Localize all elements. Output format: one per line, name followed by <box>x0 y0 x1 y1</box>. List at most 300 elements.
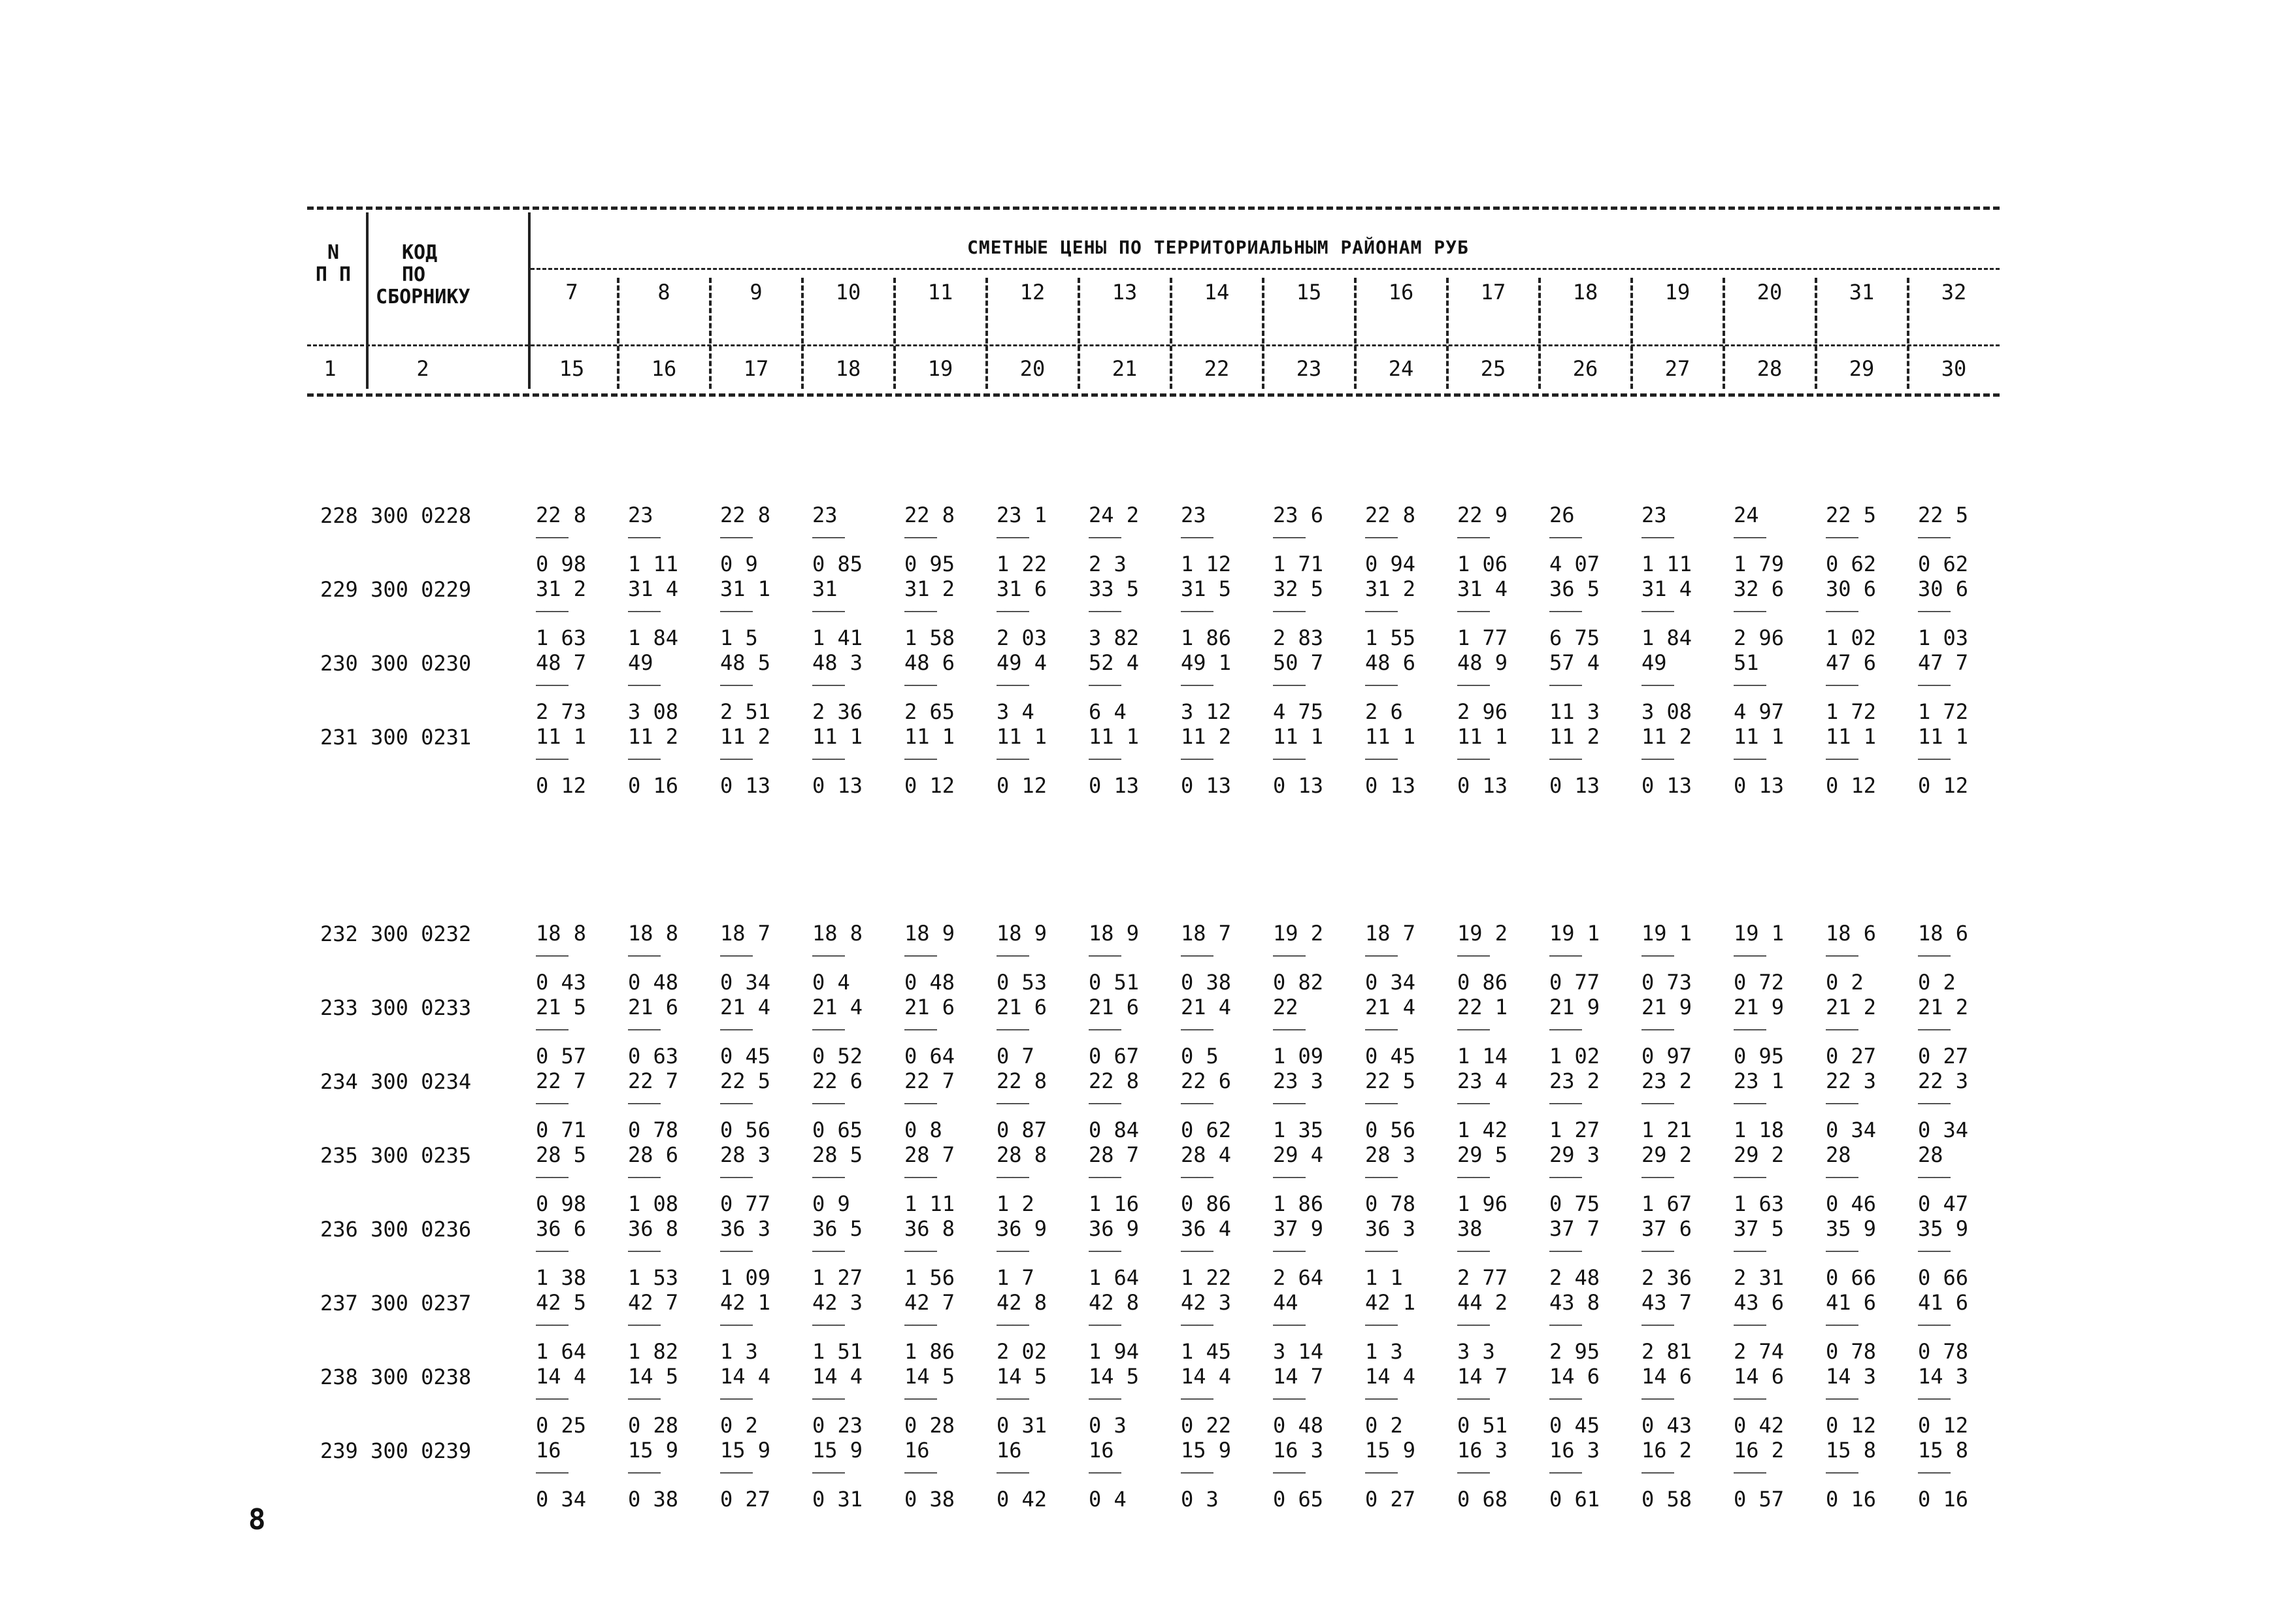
price-subvalue: 1 27 <box>812 1265 863 1290</box>
fraction-bar: ‒‒‒‒ <box>1734 948 1766 964</box>
fraction-bar: ‒‒‒‒ <box>1457 948 1489 964</box>
price-value: 14 7 <box>1457 1364 1508 1389</box>
column-divider <box>1907 278 1909 389</box>
price-subvalue: 0 5 <box>1181 1044 1219 1069</box>
spacer <box>358 1069 371 1094</box>
price-subvalue: 1 18 <box>1734 1118 1785 1142</box>
price-value: 16 3 <box>1457 1438 1508 1463</box>
price-subvalue: 1 1 <box>1365 1265 1403 1290</box>
price-value: 21 9 <box>1734 995 1785 1019</box>
price-subvalue: 2 31 <box>1734 1265 1785 1290</box>
col-num-20: 20 <box>1019 356 1046 381</box>
fraction-bar: ‒‒‒‒ <box>1734 529 1766 546</box>
price-subvalue: 6 75 <box>1549 625 1600 650</box>
row-id <box>320 1438 471 1463</box>
fraction-bar: ‒‒‒‒ <box>1549 1243 1581 1259</box>
price-subvalue: 1 11 <box>1641 552 1692 576</box>
price-subvalue: 0 75 <box>1549 1191 1600 1216</box>
price-subvalue: 0 13 <box>1181 773 1232 798</box>
price-value: 32 5 <box>1273 576 1324 601</box>
fraction-bar: ‒‒‒‒ <box>904 1021 936 1038</box>
price-value: 19 1 <box>1734 921 1785 946</box>
col-num-21: 21 <box>1112 356 1138 381</box>
price-subvalue: 0 62 <box>1918 552 1969 576</box>
price-value: 28 <box>1918 1142 1943 1167</box>
price-value: 31 1 <box>720 576 771 601</box>
price-subvalue: 0 56 <box>720 1118 771 1142</box>
row-number: 229 <box>320 577 358 602</box>
fraction-bar: ‒‒‒‒ <box>1365 1391 1397 1407</box>
price-value: 43 8 <box>1549 1290 1600 1315</box>
fraction-bar: ‒‒‒‒ <box>628 1169 660 1185</box>
price-value: 42 5 <box>536 1290 587 1315</box>
fraction-bar: ‒‒‒‒ <box>1641 1243 1674 1259</box>
fraction-bar: ‒‒‒‒ <box>628 1465 660 1481</box>
col-num-18: 18 <box>835 356 861 381</box>
price-value: 18 8 <box>628 921 679 946</box>
price-subvalue: 1 38 <box>536 1265 587 1290</box>
fraction-bar: ‒‒‒‒ <box>1457 1465 1489 1481</box>
price-value: 11 2 <box>628 724 679 749</box>
fraction-bar: ‒‒‒‒ <box>1365 1317 1397 1333</box>
price-value: 16 <box>997 1438 1022 1463</box>
price-value: 23 1 <box>997 503 1048 527</box>
price-subvalue: 0 46 <box>1826 1191 1877 1216</box>
fraction-bar: ‒‒‒‒ <box>1549 948 1581 964</box>
price-value: 22 9 <box>1457 503 1508 527</box>
fraction-bar: ‒‒‒‒ <box>1273 948 1305 964</box>
price-value: 11 1 <box>1734 724 1785 749</box>
price-subvalue: 0 13 <box>1089 773 1140 798</box>
price-value: 36 8 <box>904 1216 955 1241</box>
price-subvalue: 0 47 <box>1918 1191 1969 1216</box>
price-value: 44 <box>1273 1290 1298 1315</box>
fraction-bar: ‒‒‒‒ <box>1273 1391 1305 1407</box>
header-code-label <box>376 242 526 308</box>
fraction-bar: ‒‒‒‒ <box>1734 1465 1766 1481</box>
price-value: 22 5 <box>1826 503 1877 527</box>
fraction-bar: ‒‒‒‒ <box>536 1391 568 1407</box>
price-subvalue: 0 34 <box>1826 1118 1877 1142</box>
row-code: 300 0233 <box>371 995 472 1020</box>
price-subvalue: 0 13 <box>720 773 771 798</box>
price-subvalue: 0 78 <box>1826 1339 1877 1364</box>
price-subvalue: 2 96 <box>1457 699 1508 724</box>
fraction-bar: ‒‒‒‒ <box>1089 529 1121 546</box>
price-subvalue: 0 48 <box>1273 1413 1324 1438</box>
price-subvalue: 0 3 <box>1089 1413 1127 1438</box>
price-value: 11 2 <box>1549 724 1600 749</box>
fraction-bar: ‒‒‒‒ <box>1826 1391 1858 1407</box>
fraction-bar: ‒‒‒‒ <box>1734 1095 1766 1112</box>
price-value: 18 6 <box>1826 921 1877 946</box>
fraction-bar: ‒‒‒‒ <box>1826 1169 1858 1185</box>
fraction-bar: ‒‒‒‒ <box>997 1317 1029 1333</box>
price-value: 22 3 <box>1918 1069 1969 1093</box>
price-value: 16 3 <box>1273 1438 1324 1463</box>
row-number: 233 <box>320 995 358 1020</box>
price-subvalue: 0 27 <box>720 1487 771 1512</box>
row-id <box>320 1365 471 1389</box>
fraction-bar: ‒‒‒‒ <box>628 1243 660 1259</box>
fraction-bar: ‒‒‒‒ <box>1457 603 1489 620</box>
fraction-bar: ‒‒‒‒ <box>1918 751 1950 767</box>
price-subvalue: 0 45 <box>720 1044 771 1069</box>
price-value: 28 <box>1826 1142 1851 1167</box>
fraction-bar: ‒‒‒‒ <box>1549 1317 1581 1333</box>
fraction-bar: ‒‒‒‒ <box>1641 1465 1674 1481</box>
price-subvalue: 1 72 <box>1826 699 1877 724</box>
price-value: 11 1 <box>1826 724 1877 749</box>
column-divider <box>1262 278 1264 389</box>
fraction-bar: ‒‒‒‒ <box>536 1317 568 1333</box>
price-value: 42 8 <box>997 1290 1048 1315</box>
price-subvalue: 2 81 <box>1641 1339 1692 1364</box>
col-num-25: 25 <box>1480 356 1506 381</box>
fraction-bar: ‒‒‒‒ <box>1549 751 1581 767</box>
price-value: 43 6 <box>1734 1290 1785 1315</box>
row-code: 300 0232 <box>371 921 472 946</box>
price-value: 36 9 <box>997 1216 1048 1241</box>
price-subvalue: 0 68 <box>1457 1487 1508 1512</box>
fraction-bar: ‒‒‒‒ <box>812 677 844 693</box>
fraction-bar: ‒‒‒‒ <box>1273 751 1305 767</box>
price-subvalue: 0 95 <box>1734 1044 1785 1069</box>
price-subvalue: 0 85 <box>812 552 863 576</box>
price-subvalue: 0 12 <box>1918 1413 1969 1438</box>
column-divider <box>1170 278 1172 389</box>
price-subvalue: 0 56 <box>1365 1118 1416 1142</box>
price-value: 11 2 <box>1181 724 1232 749</box>
price-subvalue: 1 3 <box>1365 1339 1403 1364</box>
price-value: 49 4 <box>997 650 1048 675</box>
price-subvalue: 1 02 <box>1826 625 1877 650</box>
fraction-bar: ‒‒‒‒ <box>1089 948 1121 964</box>
price-value: 21 4 <box>1181 995 1232 1019</box>
fraction-bar: ‒‒‒‒ <box>812 1465 844 1481</box>
row-number: 235 <box>320 1143 358 1168</box>
price-value: 48 7 <box>536 650 587 675</box>
fraction-bar: ‒‒‒‒ <box>1826 948 1858 964</box>
price-value: 11 1 <box>904 724 955 749</box>
fraction-bar: ‒‒‒‒ <box>1089 1391 1121 1407</box>
fraction-bar: ‒‒‒‒ <box>812 948 844 964</box>
price-subvalue: 0 13 <box>1365 773 1416 798</box>
price-subvalue: 0 31 <box>812 1487 863 1512</box>
price-subvalue: 0 12 <box>1826 1413 1877 1438</box>
fraction-bar: ‒‒‒‒ <box>1089 1095 1121 1112</box>
price-value: 31 4 <box>1641 576 1692 601</box>
column-divider <box>985 278 988 389</box>
spacer <box>358 921 371 946</box>
price-subvalue: 4 75 <box>1273 699 1324 724</box>
district-12: 12 <box>1019 280 1046 305</box>
price-subvalue: 0 2 <box>1826 970 1864 995</box>
price-value: 42 1 <box>1365 1290 1416 1315</box>
district-11: 11 <box>927 280 953 305</box>
price-subvalue: 0 43 <box>536 970 587 995</box>
price-value: 28 4 <box>1181 1142 1232 1167</box>
column-divider <box>617 278 619 389</box>
header-code-line: ПО <box>402 263 426 286</box>
fraction-bar: ‒‒‒‒ <box>1181 1243 1213 1259</box>
price-subvalue: 0 28 <box>904 1413 955 1438</box>
column-divider <box>1630 278 1633 389</box>
price-subvalue: 2 64 <box>1273 1265 1324 1290</box>
price-subvalue: 0 51 <box>1457 1413 1508 1438</box>
fraction-bar: ‒‒‒‒ <box>1273 1021 1305 1038</box>
fraction-bar: ‒‒‒‒ <box>904 603 936 620</box>
price-subvalue: 0 12 <box>904 773 955 798</box>
fraction-bar: ‒‒‒‒ <box>1641 1095 1674 1112</box>
fraction-bar: ‒‒‒‒ <box>1826 1095 1858 1112</box>
price-subvalue: 1 86 <box>904 1339 955 1364</box>
price-value: 11 1 <box>1089 724 1140 749</box>
price-subvalue: 1 79 <box>1734 552 1785 576</box>
price-subvalue: 0 38 <box>1181 970 1232 995</box>
header-num-line: N <box>327 241 340 264</box>
price-subvalue: 1 22 <box>1181 1265 1232 1290</box>
fraction-bar: ‒‒‒‒ <box>1918 529 1950 546</box>
price-value: 22 8 <box>1365 503 1416 527</box>
price-value: 42 8 <box>1089 1290 1140 1315</box>
price-value: 23 <box>1641 503 1667 527</box>
price-subvalue: 0 28 <box>628 1413 679 1438</box>
price-subvalue: 0 34 <box>536 1487 587 1512</box>
price-subvalue: 3 08 <box>628 699 679 724</box>
row-number: 238 <box>320 1365 358 1389</box>
column-divider <box>893 278 896 389</box>
price-value: 22 8 <box>720 503 771 527</box>
price-value: 16 <box>1089 1438 1114 1463</box>
price-subvalue: 0 64 <box>904 1044 955 1069</box>
price-value: 22 <box>1273 995 1298 1019</box>
price-subvalue: 3 3 <box>1457 1339 1495 1364</box>
fraction-bar: ‒‒‒‒ <box>1918 1021 1950 1038</box>
price-value: 24 2 <box>1089 503 1140 527</box>
price-subvalue: 0 31 <box>997 1413 1048 1438</box>
price-subvalue: 2 03 <box>997 625 1048 650</box>
row-code: 300 0239 <box>371 1438 472 1463</box>
price-subvalue: 1 21 <box>1641 1118 1692 1142</box>
price-subvalue: 3 82 <box>1089 625 1140 650</box>
fraction-bar: ‒‒‒‒ <box>1273 603 1305 620</box>
fraction-bar: ‒‒‒‒ <box>1549 1465 1581 1481</box>
price-value: 31 2 <box>536 576 587 601</box>
fraction-bar: ‒‒‒‒ <box>628 1095 660 1112</box>
price-value: 15 9 <box>1181 1438 1232 1463</box>
district-16: 16 <box>1388 280 1414 305</box>
fraction-bar: ‒‒‒‒ <box>1549 1021 1581 1038</box>
fraction-bar: ‒‒‒‒ <box>1549 677 1581 693</box>
row-number: 232 <box>320 921 358 946</box>
fraction-bar: ‒‒‒‒ <box>997 603 1029 620</box>
price-value: 49 1 <box>1181 650 1232 675</box>
price-subvalue: 0 84 <box>1089 1118 1140 1142</box>
price-value: 14 4 <box>720 1364 771 1389</box>
fraction-bar: ‒‒‒‒ <box>536 948 568 964</box>
fraction-bar: ‒‒‒‒ <box>1734 677 1766 693</box>
price-value: 14 4 <box>812 1364 863 1389</box>
fraction-bar: ‒‒‒‒ <box>1273 677 1305 693</box>
district-31: 31 <box>1849 280 1875 305</box>
price-subvalue: 0 16 <box>1826 1487 1877 1512</box>
col-num-1: 1 <box>323 356 337 381</box>
price-subvalue: 0 13 <box>1549 773 1600 798</box>
fraction-bar: ‒‒‒‒ <box>997 1391 1029 1407</box>
fraction-bar: ‒‒‒‒ <box>1641 1391 1674 1407</box>
fraction-bar: ‒‒‒‒ <box>997 1095 1029 1112</box>
price-subvalue: 0 78 <box>1918 1339 1969 1364</box>
fraction-bar: ‒‒‒‒ <box>997 1169 1029 1185</box>
price-subvalue: 0 57 <box>536 1044 587 1069</box>
price-value: 15 8 <box>1918 1438 1969 1463</box>
price-value: 18 8 <box>812 921 863 946</box>
price-value: 16 2 <box>1641 1438 1692 1463</box>
fraction-bar: ‒‒‒‒ <box>720 1465 752 1481</box>
fraction-bar: ‒‒‒‒ <box>997 1465 1029 1481</box>
price-value: 11 1 <box>536 724 587 749</box>
price-subvalue: 1 94 <box>1089 1339 1140 1364</box>
district-17: 17 <box>1480 280 1506 305</box>
fraction-bar: ‒‒‒‒ <box>812 529 844 546</box>
price-value: 22 7 <box>628 1069 679 1093</box>
fraction-bar: ‒‒‒‒ <box>720 751 752 767</box>
fraction-bar: ‒‒‒‒ <box>1181 1317 1213 1333</box>
price-value: 18 9 <box>997 921 1048 946</box>
spacer <box>358 995 371 1020</box>
price-subvalue: 0 25 <box>536 1413 587 1438</box>
price-subvalue: 11 3 <box>1549 699 1600 724</box>
district-9: 9 <box>750 280 763 305</box>
price-value: 23 6 <box>1273 503 1324 527</box>
fraction-bar: ‒‒‒‒ <box>997 948 1029 964</box>
col-num-28: 28 <box>1757 356 1783 381</box>
fraction-bar: ‒‒‒‒ <box>1641 529 1674 546</box>
fraction-bar: ‒‒‒‒ <box>1181 1169 1213 1185</box>
fraction-bar: ‒‒‒‒ <box>997 677 1029 693</box>
price-value: 31 4 <box>1457 576 1508 601</box>
row-id <box>320 1069 471 1094</box>
price-subvalue: 6 4 <box>1089 699 1127 724</box>
price-value: 50 7 <box>1273 650 1324 675</box>
price-value: 47 6 <box>1826 650 1877 675</box>
fraction-bar: ‒‒‒‒ <box>1457 1243 1489 1259</box>
price-subvalue: 1 14 <box>1457 1044 1508 1069</box>
fraction-bar: ‒‒‒‒ <box>720 1095 752 1112</box>
price-subvalue: 1 02 <box>1549 1044 1600 1069</box>
price-subvalue: 0 13 <box>812 773 863 798</box>
price-value: 42 3 <box>812 1290 863 1315</box>
price-subvalue: 1 35 <box>1273 1118 1324 1142</box>
price-value: 11 1 <box>1365 724 1416 749</box>
price-subvalue: 1 67 <box>1641 1191 1692 1216</box>
price-subvalue: 1 63 <box>1734 1191 1785 1216</box>
price-value: 37 7 <box>1549 1216 1600 1241</box>
fraction-bar: ‒‒‒‒ <box>904 948 936 964</box>
price-value: 28 7 <box>1089 1142 1140 1167</box>
district-32: 32 <box>1941 280 1967 305</box>
fraction-bar: ‒‒‒‒ <box>1641 948 1674 964</box>
price-value: 30 6 <box>1918 576 1969 601</box>
col-num-16: 16 <box>651 356 677 381</box>
price-subvalue: 1 41 <box>812 625 863 650</box>
fraction-bar: ‒‒‒‒ <box>720 603 752 620</box>
fraction-bar: ‒‒‒‒ <box>536 1465 568 1481</box>
price-subvalue: 0 86 <box>1457 970 1508 995</box>
price-value: 41 6 <box>1918 1290 1969 1315</box>
price-subvalue: 2 02 <box>997 1339 1048 1364</box>
price-value: 15 8 <box>1826 1438 1877 1463</box>
col-num-29: 29 <box>1849 356 1875 381</box>
price-value: 31 2 <box>904 576 955 601</box>
price-subvalue: 1 77 <box>1457 625 1508 650</box>
row-number: 239 <box>320 1438 358 1463</box>
price-value: 32 6 <box>1734 576 1785 601</box>
price-value: 21 6 <box>628 995 679 1019</box>
row-number: 237 <box>320 1291 358 1316</box>
price-value: 23 <box>628 503 653 527</box>
price-subvalue: 1 96 <box>1457 1191 1508 1216</box>
row-code: 300 0237 <box>371 1291 472 1316</box>
price-subvalue: 1 5 <box>720 625 758 650</box>
fraction-bar: ‒‒‒‒ <box>1365 948 1397 964</box>
price-subvalue: 0 94 <box>1365 552 1416 576</box>
row-id <box>320 577 471 602</box>
fraction-bar: ‒‒‒‒ <box>1181 529 1213 546</box>
row-id <box>320 1217 471 1242</box>
price-subvalue: 0 86 <box>1181 1191 1232 1216</box>
price-subvalue: 1 2 <box>997 1191 1034 1216</box>
price-value: 38 <box>1457 1216 1483 1241</box>
fraction-bar: ‒‒‒‒ <box>997 751 1029 767</box>
price-subvalue: 0 12 <box>1826 773 1877 798</box>
price-value: 57 4 <box>1549 650 1600 675</box>
price-value: 19 2 <box>1457 921 1508 946</box>
fraction-bar: ‒‒‒‒ <box>812 1317 844 1333</box>
price-subvalue: 1 7 <box>997 1265 1034 1290</box>
price-value: 22 8 <box>904 503 955 527</box>
price-subvalue: 0 4 <box>1089 1487 1127 1512</box>
price-subvalue: 0 98 <box>536 552 587 576</box>
price-subvalue: 0 12 <box>997 773 1048 798</box>
price-value: 47 7 <box>1918 650 1969 675</box>
price-subvalue: 0 62 <box>1181 1118 1232 1142</box>
price-value: 28 5 <box>536 1142 587 1167</box>
fraction-bar: ‒‒‒‒ <box>1181 603 1213 620</box>
price-value: 18 6 <box>1918 921 1969 946</box>
price-value: 36 9 <box>1089 1216 1140 1241</box>
fraction-bar: ‒‒‒‒ <box>720 1021 752 1038</box>
price-value: 31 5 <box>1181 576 1232 601</box>
fraction-bar: ‒‒‒‒ <box>997 1021 1029 1038</box>
fraction-bar: ‒‒‒‒ <box>1826 1021 1858 1038</box>
fraction-bar: ‒‒‒‒ <box>1457 1317 1489 1333</box>
price-value: 36 5 <box>812 1216 863 1241</box>
fraction-bar: ‒‒‒‒ <box>1365 1465 1397 1481</box>
fraction-bar: ‒‒‒‒ <box>812 1391 844 1407</box>
price-subvalue: 0 58 <box>1641 1487 1692 1512</box>
price-subvalue: 0 27 <box>1918 1044 1969 1069</box>
row-number: 236 <box>320 1217 358 1242</box>
fraction-bar: ‒‒‒‒ <box>720 529 752 546</box>
price-subvalue: 2 36 <box>1641 1265 1692 1290</box>
fraction-bar: ‒‒‒‒ <box>1273 1317 1305 1333</box>
price-value: 37 9 <box>1273 1216 1324 1241</box>
fraction-bar: ‒‒‒‒ <box>1365 529 1397 546</box>
fraction-bar: ‒‒‒‒ <box>628 751 660 767</box>
fraction-bar: ‒‒‒‒ <box>997 1243 1029 1259</box>
